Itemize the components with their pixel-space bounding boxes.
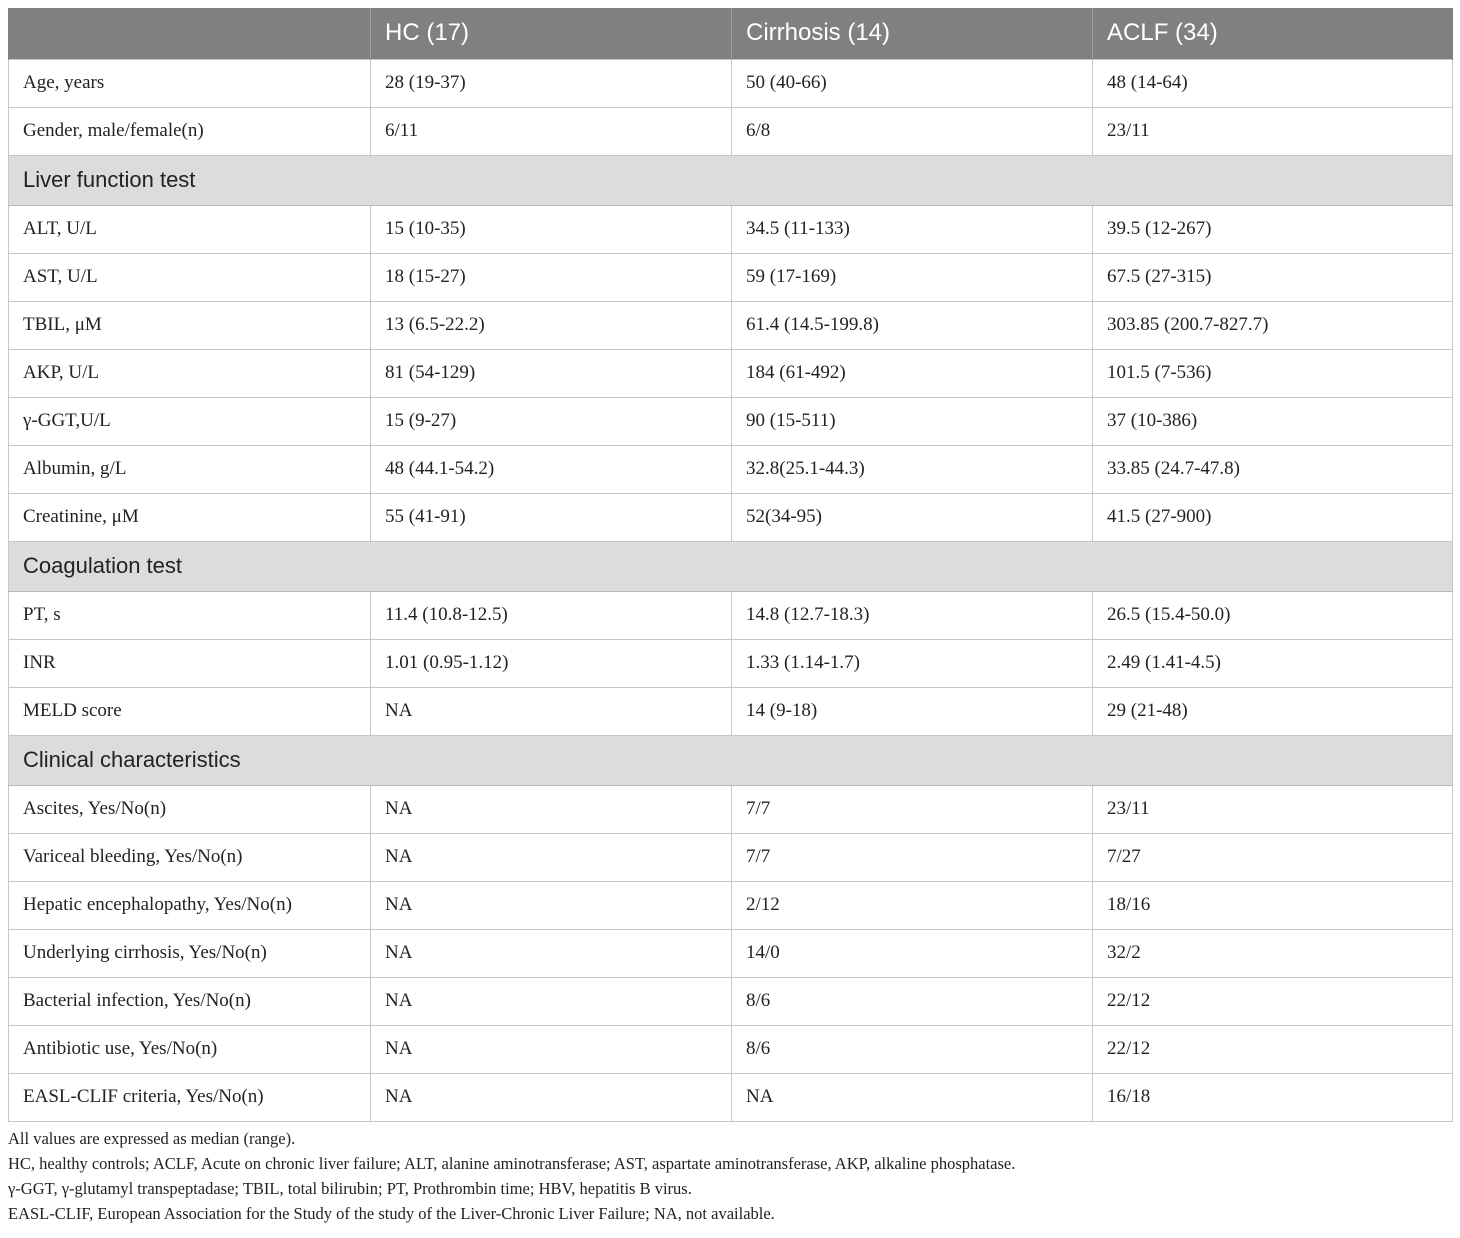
cirrhosis-value-cell: 184 (61-492) — [732, 349, 1093, 397]
hc-value-cell: NA — [371, 833, 732, 881]
cirrhosis-value-cell: 14/0 — [732, 929, 1093, 977]
row-label-cell: Ascites, Yes/No(n) — [9, 785, 371, 833]
cirrhosis-value-cell: 50 (40-66) — [732, 59, 1093, 107]
hc-value-cell: 28 (19-37) — [371, 59, 732, 107]
table-row — [9, 493, 1453, 541]
hc-value-cell: 15 (10-35) — [371, 205, 732, 253]
table-row — [9, 591, 1453, 639]
cirrhosis-value-cell: 2/12 — [732, 881, 1093, 929]
clinical-characteristics-table — [8, 8, 1453, 1122]
cirrhosis-value-cell: 59 (17-169) — [732, 253, 1093, 301]
aclf-value-cell: 7/27 — [1093, 833, 1453, 881]
table-row — [9, 785, 1453, 833]
row-label-cell: INR — [9, 639, 371, 687]
row-label-cell: MELD score — [9, 687, 371, 735]
table-row — [9, 301, 1453, 349]
table-row — [9, 977, 1453, 1025]
aclf-value-cell: 18/16 — [1093, 881, 1453, 929]
aclf-value-cell: 39.5 (12-267) — [1093, 205, 1453, 253]
header-cell-cirrhosis: Cirrhosis (14) — [732, 8, 1093, 59]
header-row — [9, 8, 1453, 59]
cirrhosis-value-cell: 8/6 — [732, 977, 1093, 1025]
aclf-value-cell: 37 (10-386) — [1093, 397, 1453, 445]
row-label-cell: AST, U/L — [9, 253, 371, 301]
section-header-label: Clinical characteristics — [9, 735, 1453, 785]
hc-value-cell: 48 (44.1-54.2) — [371, 445, 732, 493]
table-row — [9, 205, 1453, 253]
cirrhosis-value-cell: 8/6 — [732, 1025, 1093, 1073]
section-header-label: Liver function test — [9, 155, 1453, 205]
hc-value-cell: 13 (6.5-22.2) — [371, 301, 732, 349]
aclf-value-cell: 23/11 — [1093, 107, 1453, 155]
table-row — [9, 687, 1453, 735]
footnote-line: All values are expressed as median (range). — [8, 1128, 296, 1148]
table-body — [9, 59, 1453, 1121]
table-row — [9, 833, 1453, 881]
table-header — [9, 8, 1453, 59]
row-label-cell: Age, years — [9, 59, 371, 107]
section-header-row — [9, 541, 1453, 591]
hc-value-cell: NA — [371, 785, 732, 833]
aclf-value-cell: 67.5 (27-315) — [1093, 253, 1453, 301]
hc-value-cell: NA — [371, 929, 732, 977]
hc-value-cell: NA — [371, 977, 732, 1025]
aclf-value-cell: 16/18 — [1093, 1073, 1453, 1121]
cirrhosis-value-cell: 7/7 — [732, 785, 1093, 833]
cirrhosis-value-cell: 1.33 (1.14-1.7) — [732, 639, 1093, 687]
row-label-cell: Creatinine, μM — [9, 493, 371, 541]
row-label-cell: PT, s — [9, 591, 371, 639]
table-row — [9, 253, 1453, 301]
cirrhosis-value-cell: 14.8 (12.7-18.3) — [732, 591, 1093, 639]
aclf-value-cell: 41.5 (27-900) — [1093, 493, 1453, 541]
hc-value-cell: 1.01 (0.95-1.12) — [371, 639, 732, 687]
table-footnotes — [8, 1126, 1452, 1226]
aclf-value-cell: 22/12 — [1093, 1025, 1453, 1073]
hc-value-cell: 6/11 — [371, 107, 732, 155]
hc-value-cell: NA — [371, 881, 732, 929]
row-label-cell: AKP, U/L — [9, 349, 371, 397]
aclf-value-cell: 23/11 — [1093, 785, 1453, 833]
row-label-cell: Antibiotic use, Yes/No(n) — [9, 1025, 371, 1073]
header-cell-aclf: ACLF (34) — [1093, 8, 1453, 59]
row-label-cell: Gender, male/female(n) — [9, 107, 371, 155]
hc-value-cell: 15 (9-27) — [371, 397, 732, 445]
aclf-value-cell: 26.5 (15.4-50.0) — [1093, 591, 1453, 639]
table-row — [9, 445, 1453, 493]
hc-value-cell: NA — [371, 1025, 732, 1073]
hc-value-cell: 18 (15-27) — [371, 253, 732, 301]
hc-value-cell: NA — [371, 687, 732, 735]
footnote-line: HC, healthy controls; ACLF, Acute on chronic liver failure; ALT, alanine aminotransferase; AST, aspartate aminotransferase, AKP, alkaline phosphatase. — [8, 1153, 1016, 1173]
footnote-line: EASL-CLIF, European Association for the Study of the study of the Liver-Chronic Liver Failure; NA, not available. — [8, 1203, 775, 1223]
table-row — [9, 1073, 1453, 1121]
aclf-value-cell: 101.5 (7-536) — [1093, 349, 1453, 397]
aclf-value-cell: 29 (21-48) — [1093, 687, 1453, 735]
table-row — [9, 397, 1453, 445]
table-row — [9, 639, 1453, 687]
cirrhosis-value-cell: 34.5 (11-133) — [732, 205, 1093, 253]
header-cell-variable — [9, 8, 371, 59]
table-row — [9, 1025, 1453, 1073]
row-label-cell: Variceal bleeding, Yes/No(n) — [9, 833, 371, 881]
cirrhosis-value-cell: 7/7 — [732, 833, 1093, 881]
aclf-value-cell: 303.85 (200.7-827.7) — [1093, 301, 1453, 349]
aclf-value-cell: 48 (14-64) — [1093, 59, 1453, 107]
section-header-row — [9, 155, 1453, 205]
hc-value-cell: NA — [371, 1073, 732, 1121]
hc-value-cell: 81 (54-129) — [371, 349, 732, 397]
footnote-line: γ-GGT, γ-glutamyl transpeptadase; TBIL, total bilirubin; PT, Prothrombin time; HBV, hepatitis B virus. — [8, 1178, 692, 1198]
table-row — [9, 881, 1453, 929]
aclf-value-cell: 22/12 — [1093, 977, 1453, 1025]
table-row — [9, 929, 1453, 977]
table-row — [9, 349, 1453, 397]
row-label-cell: γ-GGT,U/L — [9, 397, 371, 445]
row-label-cell: Bacterial infection, Yes/No(n) — [9, 977, 371, 1025]
hc-value-cell: 11.4 (10.8-12.5) — [371, 591, 732, 639]
aclf-value-cell: 2.49 (1.41-4.5) — [1093, 639, 1453, 687]
row-label-cell: TBIL, μM — [9, 301, 371, 349]
cirrhosis-value-cell: 14 (9-18) — [732, 687, 1093, 735]
clinical-characteristics-document — [8, 8, 1452, 1226]
cirrhosis-value-cell: 6/8 — [732, 107, 1093, 155]
section-header-row — [9, 735, 1453, 785]
cirrhosis-value-cell: 90 (15-511) — [732, 397, 1093, 445]
row-label-cell: ALT, U/L — [9, 205, 371, 253]
table-row — [9, 107, 1453, 155]
cirrhosis-value-cell: 52(34-95) — [732, 493, 1093, 541]
cirrhosis-value-cell: 61.4 (14.5-199.8) — [732, 301, 1093, 349]
row-label-cell: Hepatic encephalopathy, Yes/No(n) — [9, 881, 371, 929]
header-cell-hc: HC (17) — [371, 8, 732, 59]
row-label-cell: Underlying cirrhosis, Yes/No(n) — [9, 929, 371, 977]
aclf-value-cell: 33.85 (24.7-47.8) — [1093, 445, 1453, 493]
section-header-label: Coagulation test — [9, 541, 1453, 591]
cirrhosis-value-cell: 32.8(25.1-44.3) — [732, 445, 1093, 493]
cirrhosis-value-cell: NA — [732, 1073, 1093, 1121]
table-row — [9, 59, 1453, 107]
row-label-cell: Albumin, g/L — [9, 445, 371, 493]
row-label-cell: EASL-CLIF criteria, Yes/No(n) — [9, 1073, 371, 1121]
hc-value-cell: 55 (41-91) — [371, 493, 732, 541]
aclf-value-cell: 32/2 — [1093, 929, 1453, 977]
